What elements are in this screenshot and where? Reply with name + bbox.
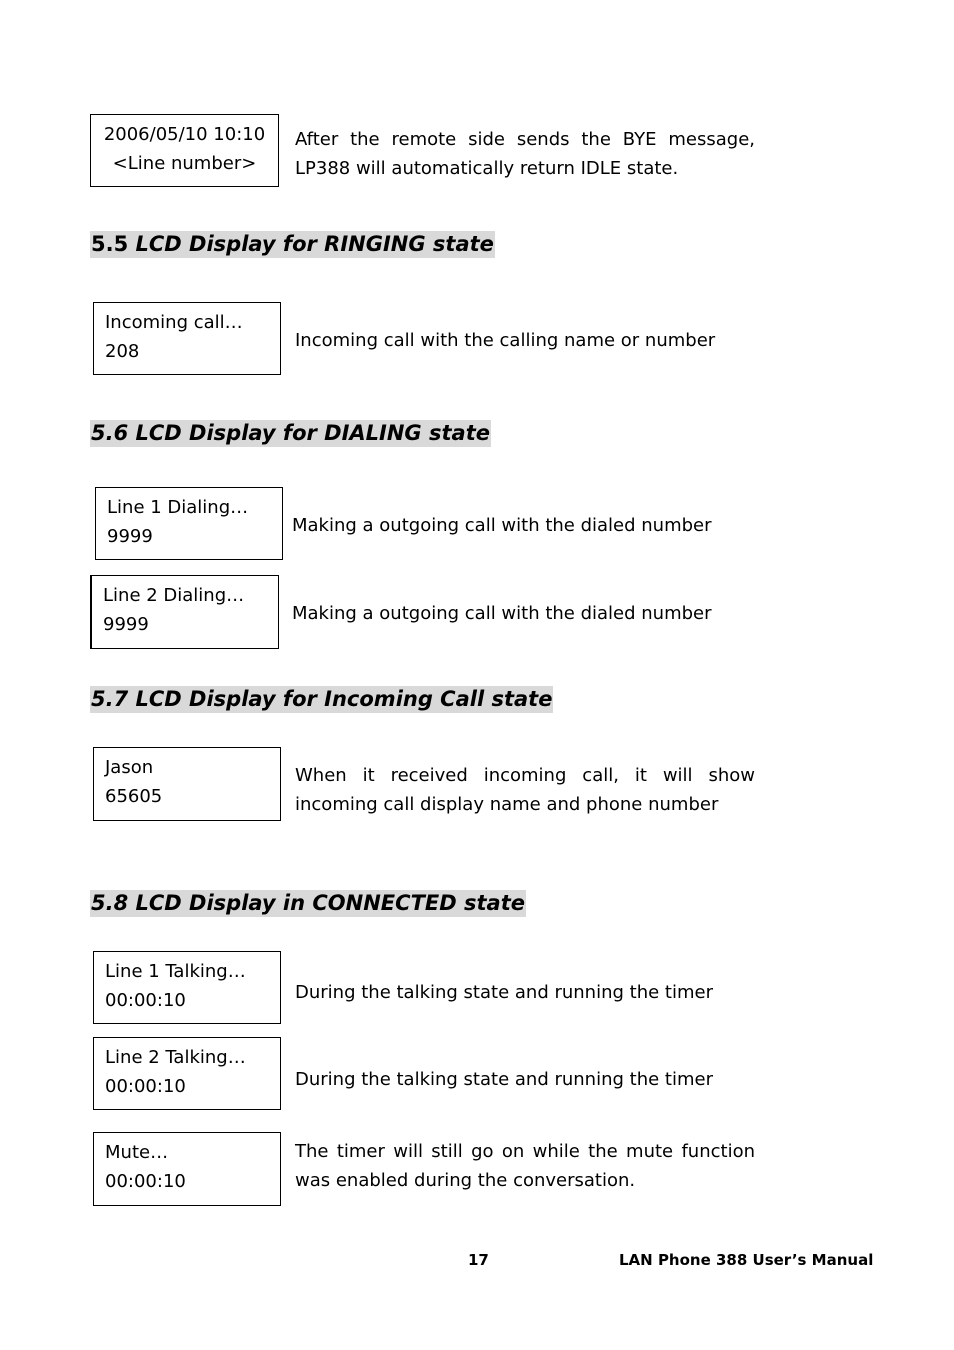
section-number: 5.5 [91, 232, 129, 256]
section-title: LCD Display for RINGING state [135, 232, 494, 256]
description-line1-dialing: Making a outgoing call with the dialed number [292, 515, 712, 536]
lcd-display-line2-talking [93, 1037, 281, 1110]
description-idle: After the remote side sends the BYE message, LP388 will automatically return IDLE state. [295, 129, 755, 179]
lcd-line-1: Incoming call… [105, 312, 243, 333]
section-number: 5.6 [91, 421, 129, 445]
section-heading-5-6 [90, 420, 491, 447]
lcd-display-line1-talking [93, 951, 281, 1024]
manual-title: LAN Phone 388 User’s Manual [619, 1251, 874, 1269]
lcd-line-2: 9999 [107, 526, 153, 547]
lcd-display-line2-dialing [90, 575, 279, 649]
description-line2-dialing: Making a outgoing call with the dialed number [292, 603, 712, 624]
section-title: LCD Display for DIALING state [135, 421, 490, 445]
section-title: LCD Display in CONNECTED state [135, 891, 525, 915]
description-line1-talking: During the talking state and running the timer [295, 982, 713, 1003]
section-heading-5-8 [90, 890, 526, 917]
description-incoming-call: When it received incoming call, it will show incoming call display name and phone number [295, 765, 755, 815]
lcd-line-2: 00:00:10 [105, 1076, 186, 1097]
lcd-line-1: Line 1 Dialing… [107, 497, 249, 518]
lcd-display-ringing [93, 302, 281, 375]
lcd-line-1: Mute… [105, 1142, 169, 1163]
section-title: LCD Display for Incoming Call state [135, 687, 553, 711]
lcd-line-2: <Line number> [112, 153, 257, 174]
description-ringing: Incoming call with the calling name or number [295, 330, 716, 351]
section-number: 5.8 [91, 891, 129, 915]
lcd-display-incoming-call [93, 747, 281, 821]
lcd-line-1: Jason [105, 757, 154, 778]
section-heading-5-5 [90, 231, 495, 258]
lcd-line-2: 00:00:10 [105, 990, 186, 1011]
description-mute: The timer will still go on while the mute function was enabled during the conversation. [295, 1141, 755, 1191]
lcd-line-2: 9999 [103, 614, 149, 635]
page-number: 17 [468, 1251, 489, 1269]
section-number: 5.7 [91, 687, 129, 711]
description-line2-talking: During the talking state and running the timer [295, 1069, 713, 1090]
lcd-line-1: Line 1 Talking… [105, 961, 246, 982]
lcd-line-1: 2006/05/10 10:10 [103, 124, 266, 145]
lcd-line-1: Line 2 Dialing… [103, 585, 245, 606]
lcd-line-2: 65605 [105, 786, 163, 807]
lcd-display-mute [93, 1132, 281, 1206]
lcd-line-2: 00:00:10 [105, 1171, 186, 1192]
lcd-line-1: Line 2 Talking… [105, 1047, 246, 1068]
lcd-display-idle [90, 114, 279, 187]
lcd-display-line1-dialing [95, 487, 283, 560]
section-heading-5-7 [90, 686, 553, 713]
lcd-line-2: 208 [105, 341, 140, 362]
